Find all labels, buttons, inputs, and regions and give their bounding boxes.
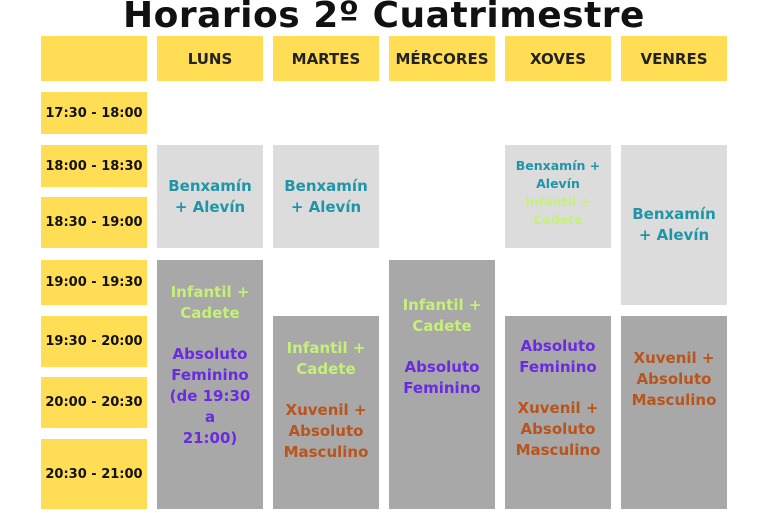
session-mercores-infantil-absoluto — [389, 260, 495, 509]
session-text: Infantil + — [402, 295, 482, 314]
session-xoves-absoluto-xuvenil — [505, 316, 611, 509]
session-text: + Alevín — [174, 197, 246, 216]
session-text: Infantil + — [170, 283, 250, 301]
session-text: Infantil + — [286, 339, 366, 357]
session-text: Masculino — [283, 443, 369, 461]
session-martes-benxamin-alevin — [273, 145, 379, 248]
session-text: Absoluto — [520, 420, 596, 438]
session-text: Feminino — [519, 358, 597, 376]
session-luns-infantil-absoluto — [157, 260, 263, 509]
session-text: Feminino — [403, 378, 481, 397]
session-xoves-benxamin-infantil — [505, 145, 611, 248]
session-text: Alevín — [536, 175, 580, 191]
session-text: Xuvenil + — [285, 401, 367, 419]
session-text: Absoluto — [404, 357, 480, 376]
session-text: Xuvenil + — [633, 349, 715, 367]
day-header-mercores: MÉRCORES — [389, 36, 495, 81]
session-text: Cadete — [180, 304, 240, 322]
session-text: Absoluto — [288, 422, 364, 440]
session-text: Xuvenil + — [517, 399, 599, 417]
session-venres-xuvenil-absoluto — [621, 316, 727, 509]
session-martes-infantil-xuvenil — [273, 316, 379, 509]
session-text: 21:00) — [182, 429, 238, 447]
session-luns-benxamin-alevin — [157, 145, 263, 248]
day-header-luns: LUNS — [157, 36, 263, 81]
time-slot-6: 20:00 - 20:30 — [41, 377, 147, 428]
corner-cell — [41, 36, 147, 81]
session-text: Benxamín — [284, 176, 368, 195]
day-header-xoves: XOVES — [505, 36, 611, 81]
time-slot-1: 17:30 - 18:00 — [41, 92, 147, 134]
page-title: Horarios 2º Cuatrimestre — [123, 0, 645, 36]
session-text: Absoluto — [172, 345, 248, 363]
session-text: Benxamín + — [515, 157, 601, 173]
session-text: + Alevín — [638, 226, 710, 244]
time-slot-2: 18:00 - 18:30 — [41, 145, 147, 187]
session-text: Cadete — [533, 211, 583, 227]
session-text: Benxamín — [632, 205, 716, 223]
session-text: Absoluto — [520, 337, 596, 355]
time-slot-5: 19:30 - 20:00 — [41, 316, 147, 367]
time-slot-3: 18:30 - 19:00 — [41, 197, 147, 248]
session-text: + Alevín — [290, 197, 362, 216]
session-text: Infantil + — [525, 193, 591, 209]
day-header-martes: MARTES — [273, 36, 379, 81]
session-text: Feminino — [171, 366, 249, 384]
session-text: Cadete — [296, 360, 356, 378]
session-text: Masculino — [631, 391, 717, 409]
session-text: Absoluto — [636, 370, 712, 388]
session-text: Cadete — [412, 316, 472, 335]
session-text: Masculino — [515, 441, 601, 459]
session-text: (de 19:30 a — [169, 387, 251, 426]
time-slot-4: 19:00 - 19:30 — [41, 260, 147, 305]
session-text: Benxamín — [168, 176, 252, 195]
day-header-venres: VENRES — [621, 36, 727, 81]
time-slot-7: 20:30 - 21:00 — [41, 439, 147, 509]
session-venres-benxamin-alevin — [621, 145, 727, 305]
